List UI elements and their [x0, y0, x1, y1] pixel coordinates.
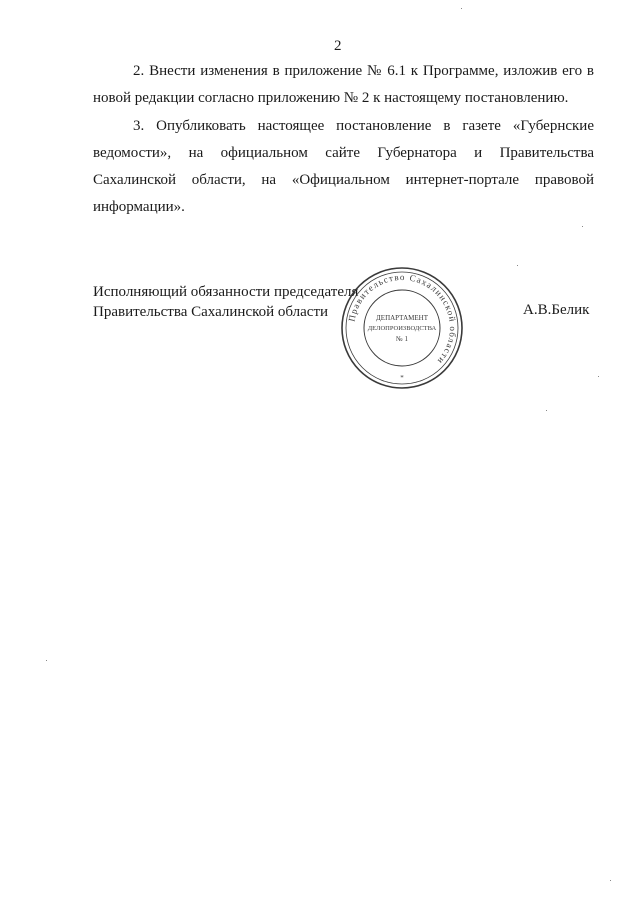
seal-inner-line-1: ДЕПАРТАМЕНТ — [376, 314, 428, 322]
signature-position-line-2: Правительства Сахалинской области — [93, 304, 329, 320]
page-number: 2 — [334, 38, 342, 54]
seal-star-icon: * — [400, 374, 404, 382]
scan-speck — [546, 410, 547, 411]
seal-inner-line-2: ДЕЛОПРОИЗВОДСТВА — [367, 325, 437, 332]
seal-outer-text: Правительство Сахалинской области — [346, 271, 459, 367]
scan-speck — [461, 8, 462, 9]
scan-speck — [517, 265, 518, 266]
signature-position-line-1: Исполняющий обязанности председателя — [93, 284, 359, 300]
paragraph-3: 3. Опубликовать настоящее постановление в газете «Губернские ведомости», на официальном сайте Губернатора и Правительства Сахалинской области, на «Официальном интернет-портале правовой информации». — [93, 118, 594, 215]
signatory-name: А.В.Белик — [523, 302, 590, 318]
paragraph-2: 2. Внести изменения в приложение № 6.1 к Программе, изложив его в новой редакции согласно приложению № 2 к настоящему постановлению. — [93, 63, 594, 106]
scan-speck — [610, 880, 611, 881]
official-seal-stamp — [340, 266, 464, 390]
scan-speck — [582, 226, 583, 227]
seal-inner-line-3: № 1 — [396, 335, 408, 343]
signature-position — [93, 282, 358, 322]
scan-speck — [598, 376, 599, 377]
scan-speck — [46, 660, 47, 661]
